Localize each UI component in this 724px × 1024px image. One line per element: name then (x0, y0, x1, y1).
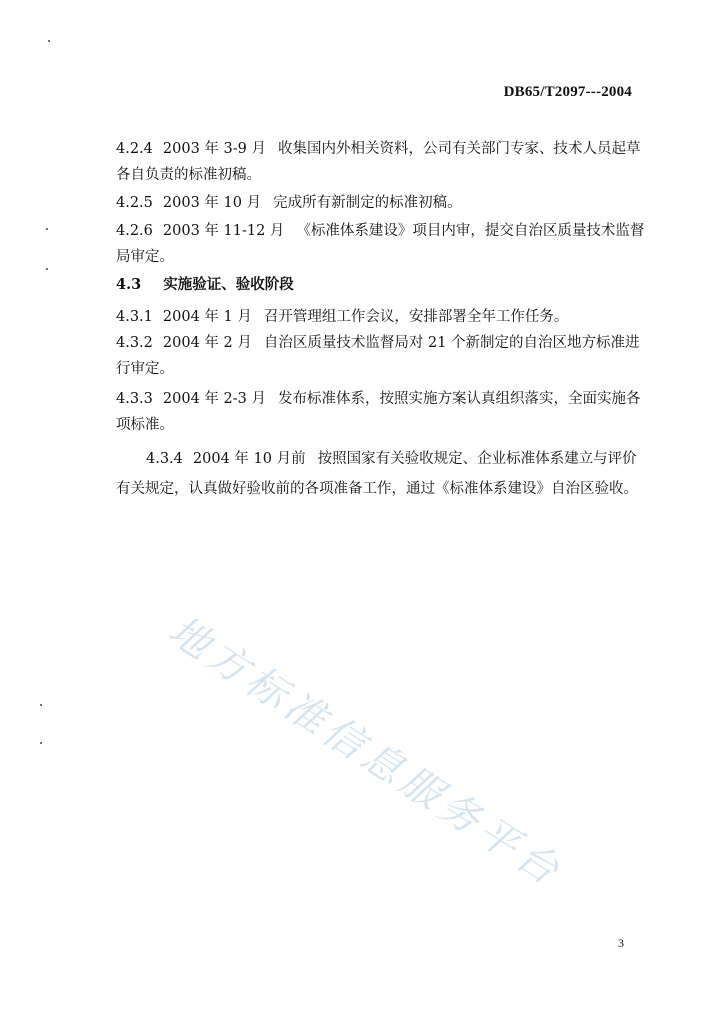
list-item (116, 304, 636, 330)
item-text: 自治区质量技术监督局对 21 个新制定的自治区地方标准进 (263, 335, 640, 351)
page-number: 3 (618, 936, 624, 950)
item-number: 4.3.2 (116, 335, 153, 351)
section-number: 4.3 (116, 276, 142, 293)
item-number: 4.2.5 (116, 195, 153, 211)
item-date: 2004 年 2 月 (162, 335, 252, 351)
item-text-continued: 项标准。 (116, 417, 174, 433)
item-text: 《标准体系建设》项目内审，提交自治区质量技术监督 (296, 223, 645, 239)
item-date: 2004 年 10 月前 (192, 451, 306, 467)
watermark: 地方标准信息服务平台 (160, 607, 571, 897)
item-text-continued: 行审定。 (116, 361, 174, 377)
section-title: 实施验证、验收阶段 (163, 276, 294, 293)
scan-speck (48, 40, 50, 42)
list-item (116, 190, 636, 216)
item-date: 2004 年 1 月 (162, 309, 252, 325)
item-text: 按照国家有关验收规定、企业标准体系建立与评价 (317, 451, 637, 467)
item-date: 2004 年 2-3 月 (162, 391, 266, 407)
item-date: 2003 年 10 月 (162, 195, 262, 211)
scan-speck (46, 228, 48, 230)
item-text-continued: 有关规定，认真做好验收前的各项准备工作，通过《标准体系建设》自治区验收。 (116, 481, 638, 497)
document-header: DB65/T2097---2004 (503, 84, 632, 100)
item-text: 发布标准体系，按照实施方案认真组织落实，全面实施各 (278, 391, 641, 407)
list-item (116, 386, 641, 438)
item-text-continued: 局审定。 (116, 249, 174, 265)
item-text: 完成所有新制定的标准初稿。 (273, 195, 462, 211)
list-item (116, 446, 636, 502)
item-number: 4.3.1 (116, 309, 153, 325)
item-number: 4.3.4 (146, 451, 183, 467)
list-item (116, 218, 645, 270)
item-text: 收集国内外相关资料，公司有关部门专家、技术人员起草 (278, 141, 641, 157)
item-text-continued: 各自负责的标准初稿。 (116, 167, 261, 183)
scan-speck (40, 704, 42, 706)
list-item (116, 136, 641, 188)
scan-speck (46, 268, 48, 270)
item-text: 召开管理组工作会议，安排部署全年工作任务。 (263, 309, 569, 325)
section-heading (116, 272, 636, 298)
item-date: 2003 年 11-12 月 (162, 223, 285, 239)
scan-speck (40, 742, 42, 744)
item-number: 4.3.3 (116, 391, 153, 407)
list-item (116, 330, 640, 382)
item-date: 2003 年 3-9 月 (162, 141, 266, 157)
item-number: 4.2.6 (116, 223, 153, 239)
item-number: 4.2.4 (116, 141, 153, 157)
